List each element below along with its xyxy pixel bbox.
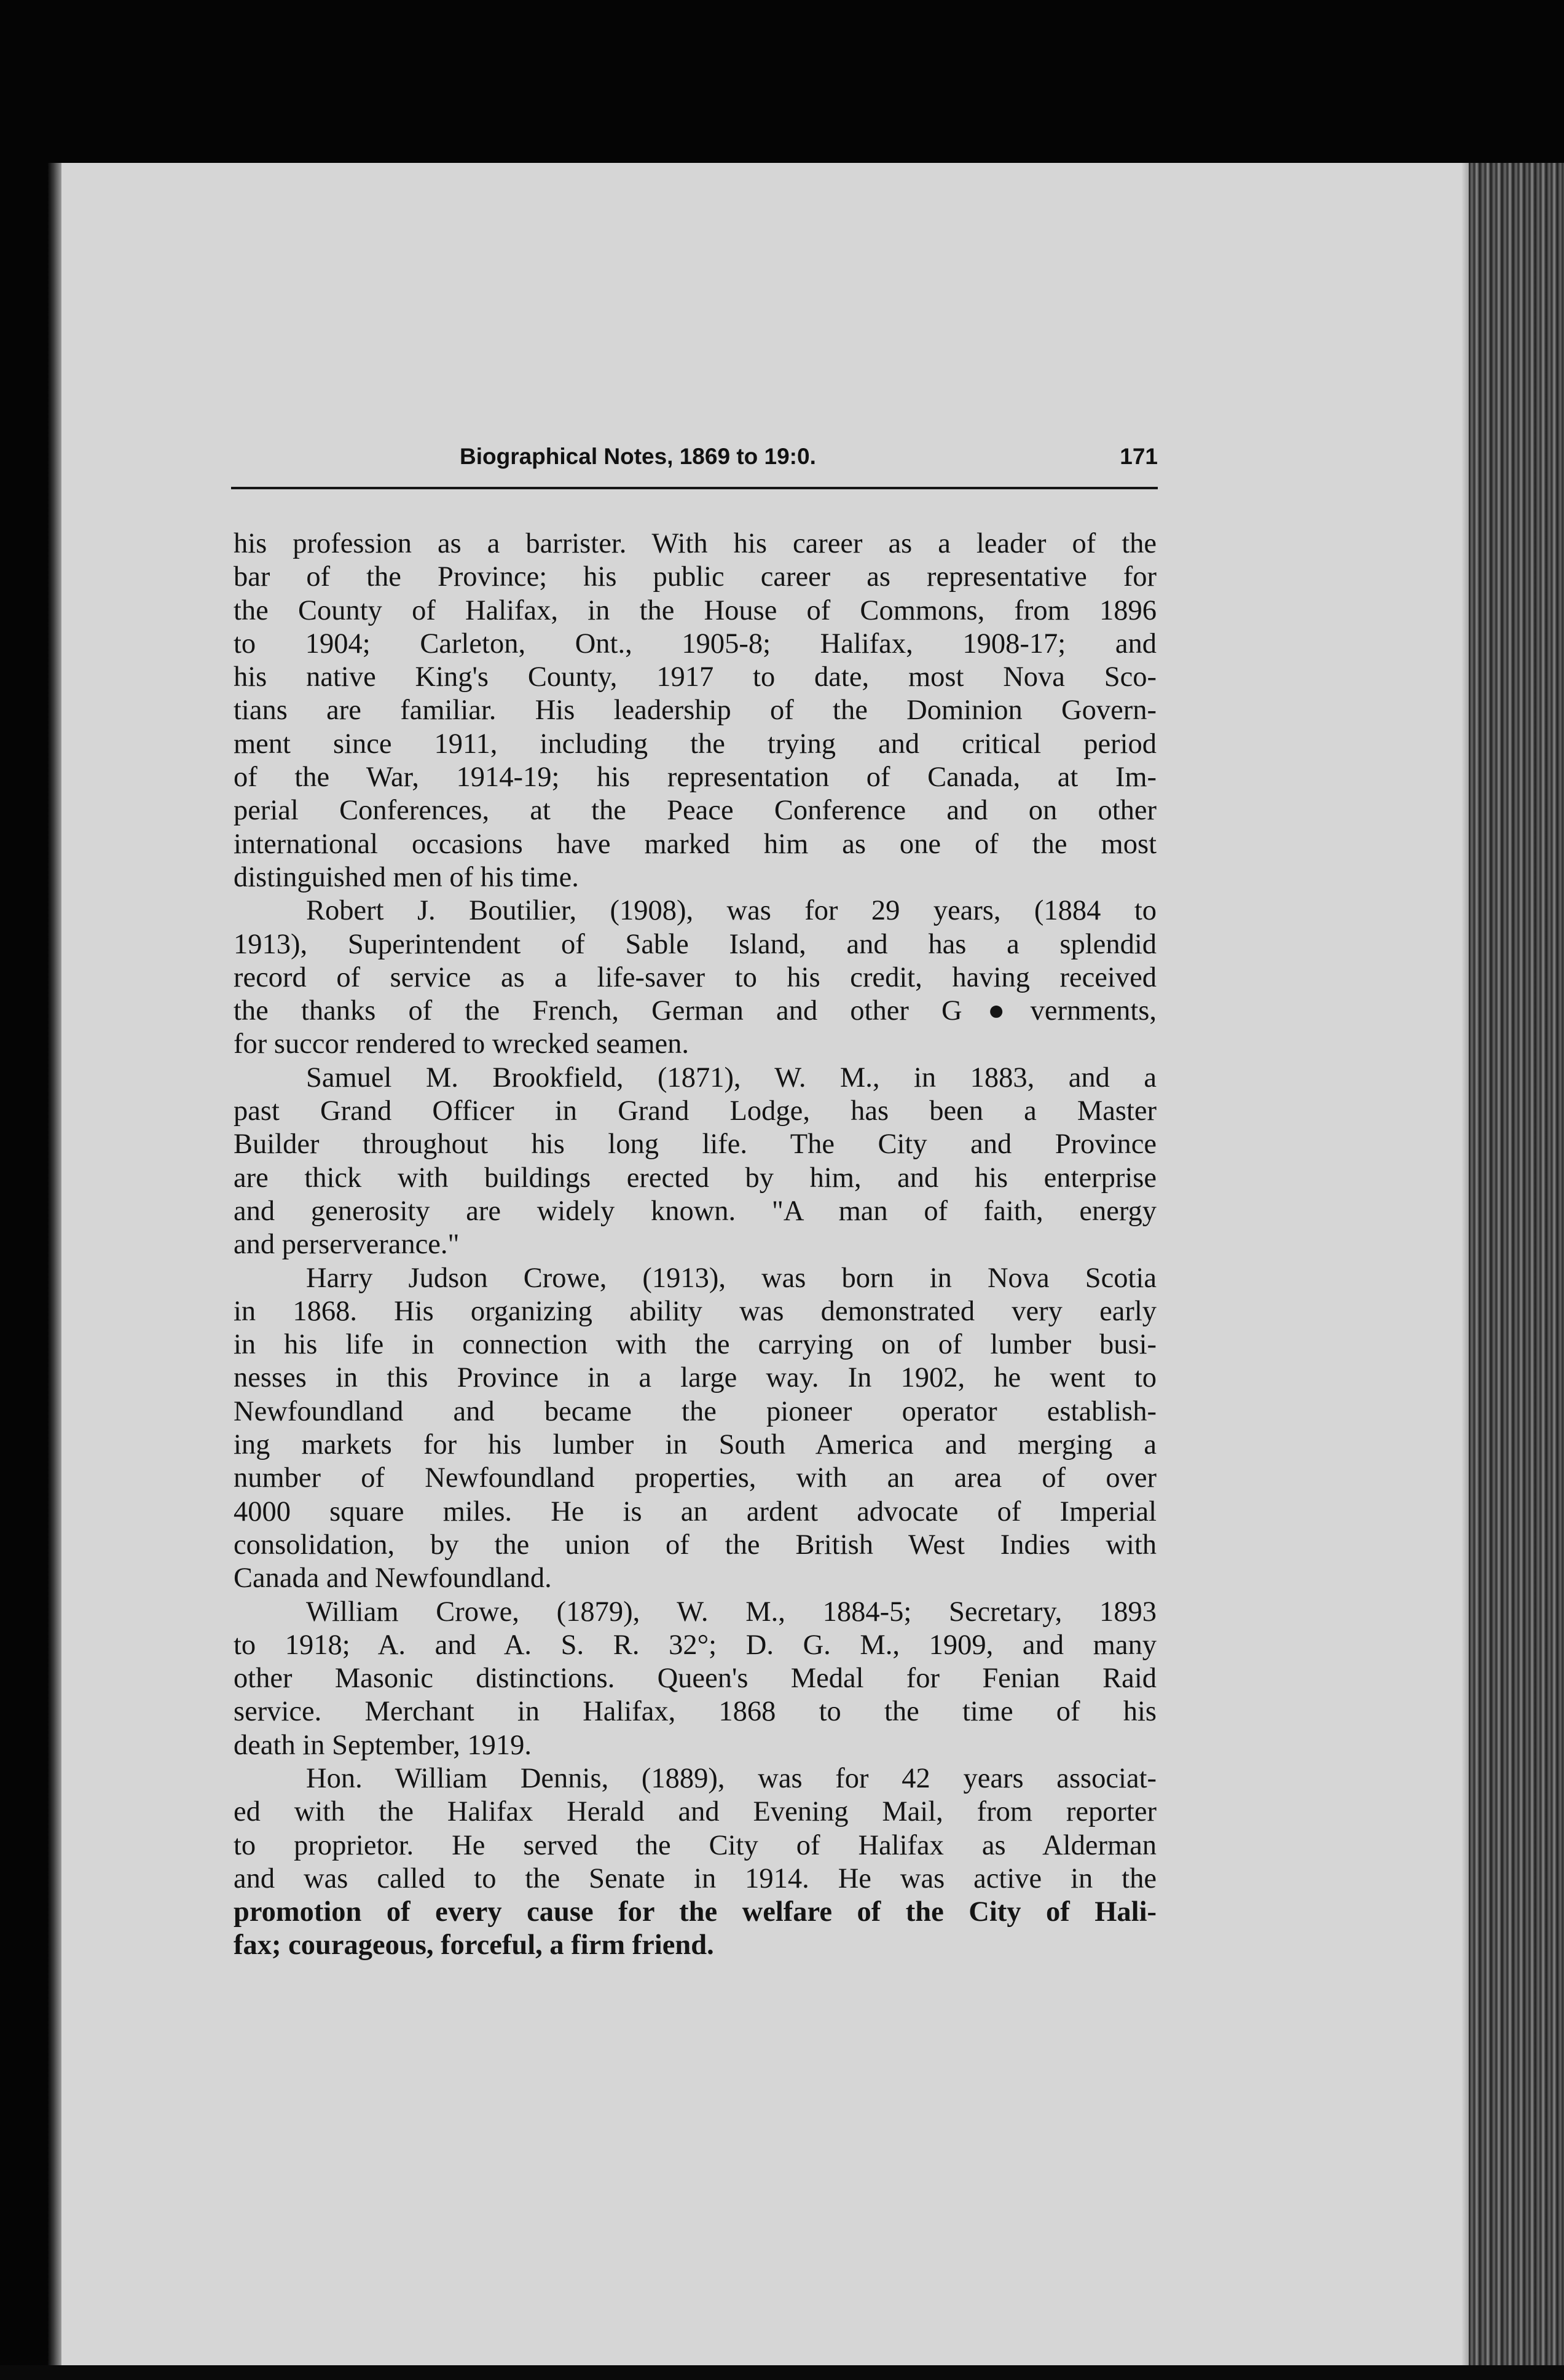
text-line: past Grand Officer in Grand Lodge, has been a Master <box>234 1095 1157 1127</box>
text-line: service. Merchant in Halifax, 1868 to the time of his <box>234 1696 1157 1728</box>
text-line: bar of the Province; his public career as representative for <box>234 561 1157 593</box>
header-rule <box>231 487 1158 489</box>
text-line: of the War, 1914-19; his representation of Canada, at Im- <box>234 762 1157 794</box>
running-header <box>231 444 1158 481</box>
text-line: death in September, 1919. <box>234 1729 532 1761</box>
text-line: the County of Halifax, in the House of Commons, from 1896 <box>234 594 1157 626</box>
text-line: other Masonic distinctions. Queen's Medal for Fenian Raid <box>234 1663 1157 1695</box>
scan-bottom-border <box>0 2365 1564 2380</box>
text-line: record of service as a life-saver to his credit, having received <box>234 961 1157 993</box>
text-line: are thick with buildings erected by him, and his enterprise <box>234 1162 1157 1194</box>
running-header-title: Biographical Notes, 1869 to 19:0. <box>460 444 816 469</box>
text-line: to 1904; Carleton, Ont., 1905-8; Halifax, 1908-17; and <box>234 628 1157 660</box>
text-line: Newfoundland and became the pioneer operator establish- <box>234 1395 1157 1427</box>
text-line: to 1918; A. and A. S. R. 32°; D. G. M., 1909, and many <box>234 1629 1157 1661</box>
text-line: the thanks of the French, German and other G●vernments, <box>234 995 1157 1027</box>
text-line: his profession as a barrister. With his career as a leader of the <box>234 528 1157 559</box>
text-line: ed with the Halifax Herald and Evening Mail, from reporter <box>234 1796 1157 1828</box>
text-line: Builder throughout his long life. The City and Province <box>234 1129 1157 1160</box>
page-number: 171 <box>1120 444 1158 469</box>
text-line: for succor rendered to wrecked seamen. <box>234 1028 690 1060</box>
text-line: nesses in this Province in a large way. In 1902, he went to <box>234 1362 1157 1394</box>
text-line: and was called to the Senate in 1914. He was active in the <box>234 1862 1157 1894</box>
text-line: 4000 square miles. He is an ardent advocate of Imperial <box>234 1495 1157 1527</box>
text-line: Hon. William Dennis, (1889), was for 42 years associat- <box>306 1762 1157 1794</box>
text-line: and perserverance." <box>234 1229 460 1261</box>
text-line: Samuel M. Brookfield, (1871), W. M., in 1883, and a <box>306 1062 1157 1093</box>
text-line: number of Newfoundland properties, with an area of over <box>234 1462 1157 1494</box>
text-line: ing markets for his lumber in South America and merging a <box>234 1429 1157 1461</box>
text-line: promotion of every cause for the welfare of the City of Hali- <box>234 1896 1157 1928</box>
text-line: his native King's County, 1917 to date, most Nova Sco- <box>234 661 1157 693</box>
text-line: Harry Judson Crowe, (1913), was born in Nova Scotia <box>306 1262 1157 1294</box>
body-text <box>234 527 1157 1963</box>
text-line: William Crowe, (1879), W. M., 1884-5; Secretary, 1893 <box>306 1596 1157 1628</box>
text-line: to proprietor. He served the City of Halifax as Alderman <box>234 1829 1157 1861</box>
page-left-edge-shadow <box>48 163 61 2370</box>
text-line: fax; courageous, forceful, a firm friend. <box>234 1929 714 1961</box>
text-line: international occasions have marked him as one of the most <box>234 828 1157 860</box>
text-line: ment since 1911, including the trying and critical period <box>234 728 1157 760</box>
text-line: perial Conferences, at the Peace Conference and on other <box>234 795 1157 827</box>
text-line: tians are familiar. His leadership of the Dominion Govern- <box>234 695 1157 727</box>
text-line: Canada and Newfoundland. <box>234 1562 552 1594</box>
text-line: 1913), Superintendent of Sable Island, and has a splendid <box>234 928 1157 960</box>
text-line: Robert J. Boutilier, (1908), was for 29 years, (1884 to <box>306 895 1157 927</box>
text-line: consolidation, by the union of the British West Indies with <box>234 1529 1157 1561</box>
text-line: in 1868. His organizing ability was demonstrated very early <box>234 1295 1157 1327</box>
book-page-stack-edge <box>1469 163 1564 2376</box>
text-line: distinguished men of his time. <box>234 861 579 893</box>
text-line: and generosity are widely known. "A man of faith, energy <box>234 1195 1157 1227</box>
text-line: in his life in connection with the carrying on of lumber busi- <box>234 1329 1157 1361</box>
